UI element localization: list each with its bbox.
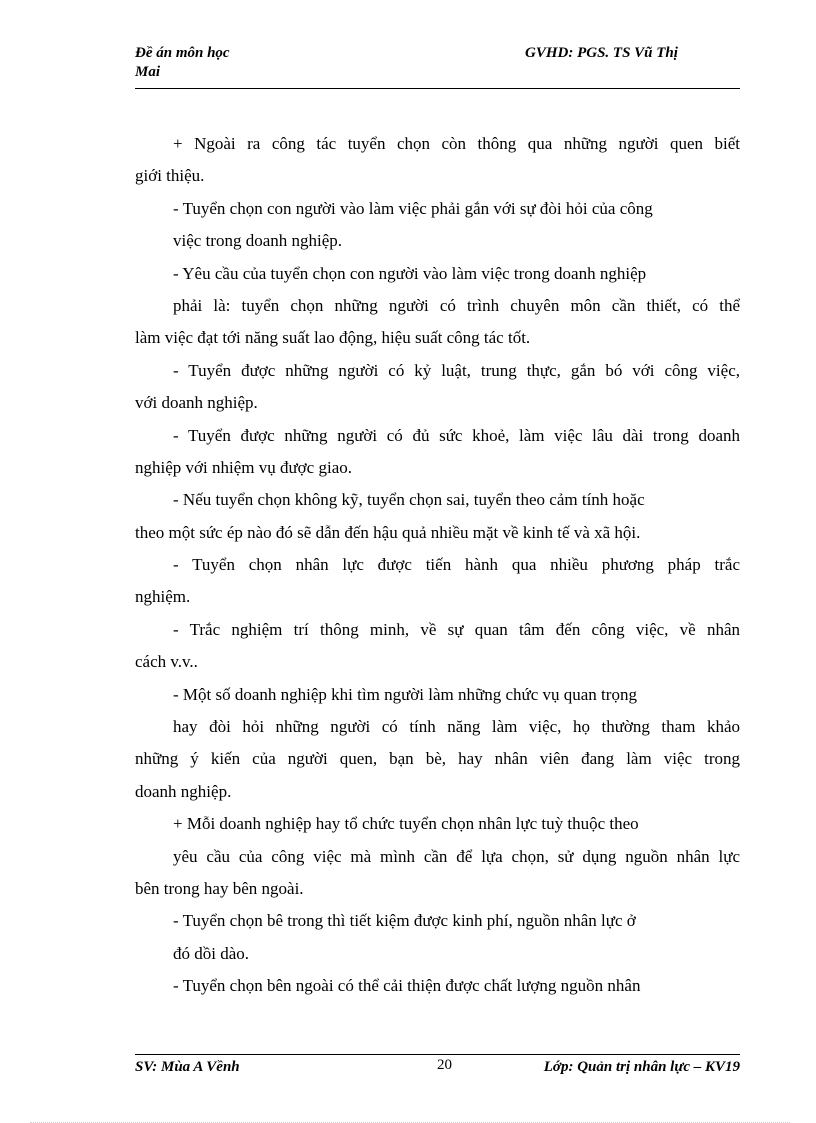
- body-line: - Tuyển chọn nhân lực được tiến hành qua nhiều phương pháp trắc: [173, 555, 740, 575]
- body-line: nghiệp với nhiệm vụ được giao.: [135, 457, 352, 477]
- body-line: cách v.v..: [135, 652, 198, 672]
- body-line: - Trắc nghiệm trí thông minh, về sự quan tâm đến công việc, về nhân: [173, 619, 740, 639]
- supervisor-name-continuation: Mai: [135, 64, 161, 80]
- body-line: + Ngoài ra công tác tuyển chọn còn thông qua những người quen biết: [173, 134, 740, 153]
- supervisor-label: GVHD: PGS. TS Vũ Thị: [525, 45, 678, 61]
- body-line: nghiệm.: [135, 587, 191, 607]
- body-line: việc trong doanh nghiệp.: [173, 231, 343, 251]
- body-text: [135, 128, 740, 1003]
- body-line: - Nếu tuyển chọn không kỹ, tuyển chọn sai, tuyển theo cảm tính hoặc: [173, 490, 645, 510]
- body-line: những ý kiến của người quen, bạn bè, hay nhân viên đang làm việc trong: [135, 749, 740, 769]
- class-name: Lớp: Quản trị nhân lực – KV19: [543, 1059, 740, 1075]
- student-name: SV: Mùa A Vềnh: [135, 1059, 240, 1075]
- body-line: với doanh nghiệp.: [135, 393, 258, 413]
- body-line: yêu cầu của công việc mà mình cần để lựa chọn, sử dụng nguồn nhân lực: [173, 846, 740, 866]
- body-line: giới thiệu.: [135, 166, 205, 186]
- body-line: theo một sức ép nào đó sẽ dẫn đến hậu quả nhiều mặt về kinh tế và xã hội.: [135, 522, 641, 542]
- body-line: - Một số doanh nghiệp khi tìm người làm những chức vụ quan trọng: [173, 684, 637, 704]
- body-line: bên trong hay bên ngoài.: [135, 878, 304, 898]
- page-number: 20: [437, 1057, 452, 1073]
- body-line: - Tuyển được những người có đủ sức khoẻ, làm việc lâu dài trong doanh: [173, 425, 740, 445]
- body-line: - Tuyển chọn bê trong thì tiết kiệm được kinh phí, nguồn nhân lực ở: [173, 911, 636, 931]
- page-header: [135, 42, 740, 89]
- body-line: - Tuyển chọn con người vào làm việc phải gắn với sự đòi hỏi của công: [173, 198, 653, 218]
- body-line: - Yêu cầu của tuyển chọn con người vào làm việc trong doanh nghiệp: [173, 263, 647, 283]
- page-footer: [135, 1054, 740, 1081]
- body-line: phải là: tuyển chọn những người có trình chuyên môn cần thiết, có thể: [173, 295, 740, 315]
- body-line: - Tuyển chọn bên ngoài có thể cải thiện được chất lượng nguồn nhân: [173, 976, 641, 996]
- body-line: + Mỗi doanh nghiệp hay tổ chức tuyển chọn nhân lực tuỳ thuộc theo: [173, 814, 639, 834]
- body-line: hay đòi hỏi những người có tính năng làm việc, họ thường tham khảo: [173, 717, 740, 737]
- body-line: làm việc đạt tới năng suất lao động, hiệu suất công tác tốt.: [135, 328, 531, 348]
- body-line: doanh nghiệp.: [135, 781, 232, 801]
- body-line: đó dồi dào.: [173, 943, 250, 963]
- body-line: - Tuyển được những người có kỷ luật, trung thực, gắn bó với công việc,: [173, 360, 740, 380]
- course-title: Đề án môn học: [135, 45, 230, 61]
